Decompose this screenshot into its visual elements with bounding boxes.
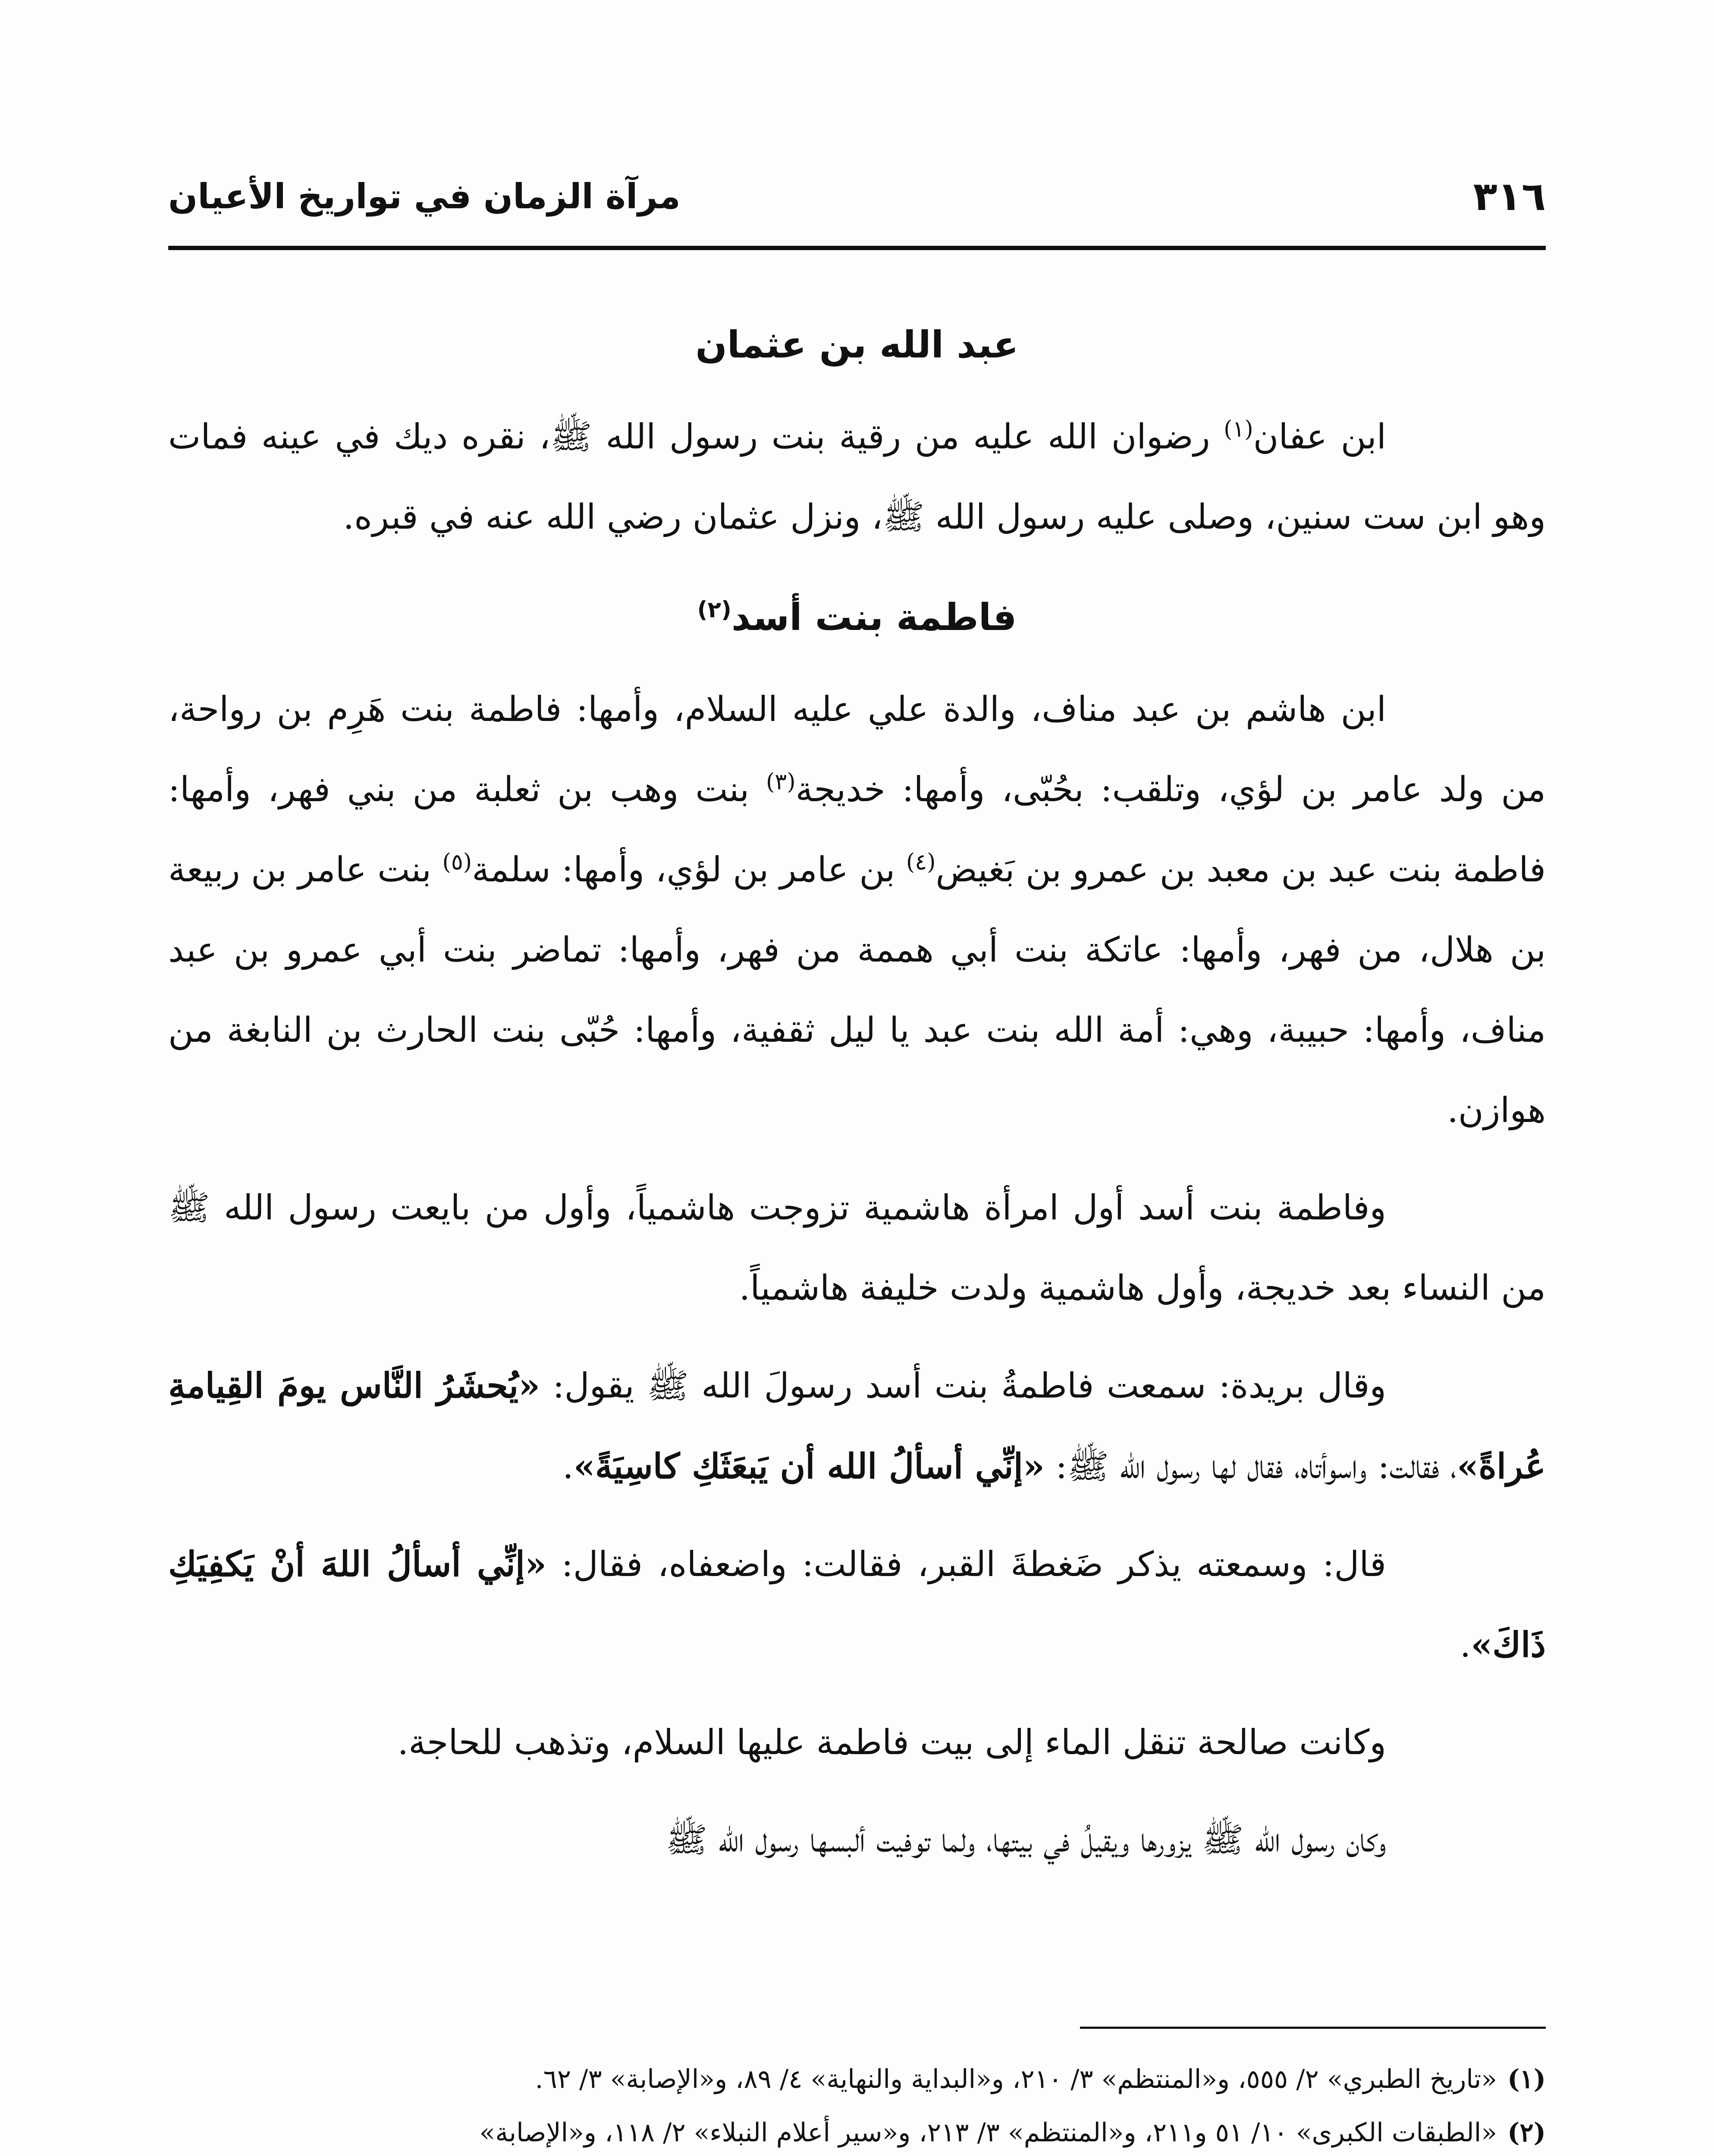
hadith-quote: «يُحشَرُ النَّاس يومَ القِيامةِ عُراةً» xyxy=(168,1365,1546,1486)
section-heading xyxy=(168,302,1546,388)
hadith-quote: «إنِّي أسألُ اللهَ أنْ يَكفِيَكِ ذَاكَ» xyxy=(168,1544,1546,1665)
footnote-marker[interactable]: (٥) xyxy=(442,849,472,875)
heading-text: عبد الله بن عثمان xyxy=(695,323,1019,367)
hadith-quote: «إنِّي أسألُ الله أن يَبعَثَكِ كاسِيَةً» xyxy=(573,1446,1045,1486)
paragraph: ابن عفان$^{(١)}$ رضوان الله عليه من رقية بنت رسول الله ﷺ، نقره ديك في عينه فمات وهو ابن ست سنين، وصلى عليه رسول الله ﷺ، ونزل عثمان رضي الله عنه في قبره. xyxy=(168,416,1546,537)
paragraph: قال: وسمعته يذكر ضَغطةَ القبر، فقالت: واضعفاه، فقال: «إنِّي أسألُ اللهَ أنْ يَكفِيَكِ ذَاكَ». xyxy=(168,1544,1546,1665)
heading-text: فاطمة بنت أسد xyxy=(731,596,1017,639)
footnote-marker[interactable]: (١) xyxy=(1224,416,1253,442)
paragraph: وقال بريدة: سمعت فاطمةُ بنت أسد رسولَ الله ﷺ يقول: «يُحشَرُ النَّاس يومَ القِيامةِ عُراةً»، فقالت: واسوأتاه، فقال لها رسول الله ﷺ: «إنِّي أسألُ الله أن يَبعَثَكِ كاسِيَةً». xyxy=(168,1365,1546,1486)
page-number: ٣١٦ xyxy=(1473,173,1546,219)
footnote-marker[interactable]: (٢) xyxy=(697,597,731,623)
footnote-number: (٢) xyxy=(1507,2118,1546,2148)
paragraph: وكان رسول الله ﷺ يزورها ويقيلُ في بيتها، ولما توفيت ألبسها رسول الله ﷺ xyxy=(666,1820,1386,1860)
main-text xyxy=(168,302,1546,1897)
footnote-number: (١) xyxy=(1507,2064,1546,2094)
running-head xyxy=(168,151,1546,241)
paragraph: ابن هاشم بن عبد مناف، والدة علي عليه السلام، وأمها: فاطمة بنت هَرِم بن رواحة، من ولد عامر بن لؤي، وتلقب: بحُبّى، وأمها: خديجة$^{(٣)}$ بنت وهب بن ثعلبة من بني فهر، وأمها: فاطمة بنت عبد بن معبد بن عمرو بن بَغيض$^{(٤)}$ بن عامر بن لؤي، وأمها: سلمة$^{(٥)}$ بنت عامر بن ربيعة بن هلال، من فهر، وأمها: عاتكة بنت أبي هممة من فهر، وأمها: تماضر بنت أبي عمرو بن عبد مناف، وأمها: حبيبة، وهي: أمة الله بنت عبد يا ليل ثقفية، وأمها: حُبّى بنت الحارث بن النابغة من هوازن. xyxy=(168,689,1546,1130)
footnote: (٢)«الطبقات الكبرى» ١٠/ ٥١ و٢١١، و«المنتظم» ٣/ ٢١٣، و«سير أعلام النبلاء» ٢/ ١١٨، و«الإصابة» xyxy=(479,2118,1546,2148)
paragraph: وفاطمة بنت أسد أول امرأة هاشمية تزوجت هاشمياً، وأول من بايعت رسول الله ﷺ من النساء بعد خديجة، وأول هاشمية ولدت خليفة هاشمياً. xyxy=(168,1188,1546,1308)
footnote: (١)«تاريخ الطبري» ٢/ ٥٥٥، و«المنتظم» ٣/ ٢١٠، و«البداية والنهاية» ٤/ ٨٩، و«الإصابة» ٣/ ٦٢. xyxy=(535,2064,1546,2094)
footnote-marker[interactable]: (٤) xyxy=(906,849,936,875)
running-title: مرآة الزمان في تواريخ الأعيان xyxy=(168,176,681,216)
paragraph: وكانت صالحة تنقل الماء إلى بيت فاطمة عليها السلام، وتذهب للحاجة. xyxy=(397,1722,1386,1762)
section-heading xyxy=(168,574,1546,661)
header-rule xyxy=(168,246,1546,250)
footnote-rule xyxy=(1080,2027,1546,2029)
footnote-marker[interactable]: (٣) xyxy=(766,769,796,795)
footnotes xyxy=(168,2053,1546,2156)
